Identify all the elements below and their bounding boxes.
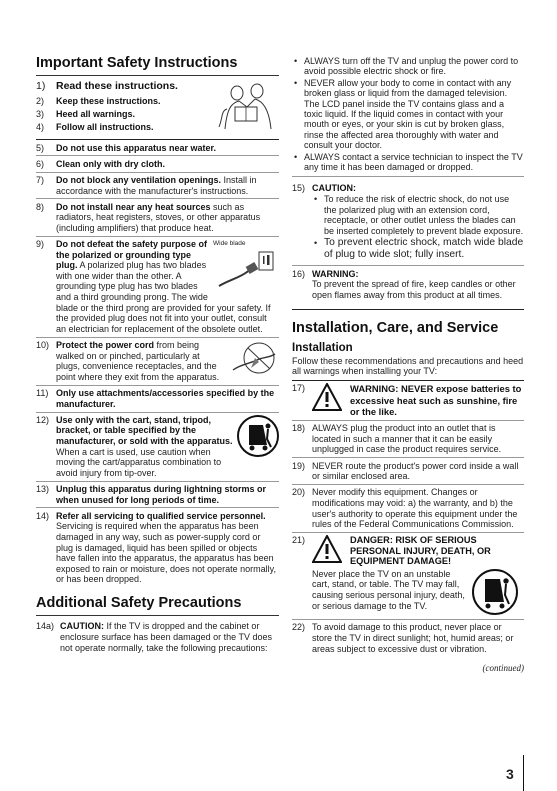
- list-item: 1) Read these instructions.: [36, 80, 178, 93]
- reading-people-illustration: [217, 81, 275, 131]
- right-column: [292, 55, 524, 673]
- page-number-rule: [523, 755, 524, 791]
- list-item: 15) CAUTION: • To reduce the risk of electric shock, do not use the polarized plug with an extension cord, receptacle, or other outlet unless the blades can be inserted completely to prevent blade exposure. • To prevent electric shock, match wide blade of plug to wide slot; fully insert.: [292, 180, 524, 266]
- list-item: • NEVER allow your body to come in contact with any broken glass or liquid from the damaged television. The LCD panel inside the TV contains glass and a toxic liquid. If the liquid comes in contact with your mouth or eyes, or your skin is cut by broken glass, rinse the affected area thoroughly with water and consult your doctor.: [294, 77, 512, 151]
- list-item: 14) Refer all servicing to qualified service personnel. Servicing is required when the apparatus has been damaged in any way, such as power-supply cord or plug is damaged, liquid has been spilled or objects have fallen into the apparatus, the apparatus has been exposed to rain or moisture, does not operate normally, or has been dropped.: [36, 510, 276, 585]
- list-item: 14a) CAUTION: If the TV is dropped and the cabinet or enclosure surface has been damaged or the TV does not operate normally, take the following precautions:: [36, 621, 272, 653]
- list-item: 4) Follow all instructions.: [36, 121, 154, 132]
- left-column: [36, 55, 279, 656]
- list-item: 8) Do not install near any heat sources such as radiators, heat registers, stoves, or other apparatus (including amplifiers) that produce heat.: [36, 199, 279, 236]
- items-1-4: [36, 79, 279, 133]
- list-item: 22) To avoid damage to this product, never place or store the TV in direct sunlight; hot, humid areas; or areas subject to excessive dust or vibration.: [292, 622, 514, 654]
- list-item: 9) Wide blade Do not defeat the safety purpose of the polarized or grounding type plug. A polarized plug has two blades with one wider than the other. A grounding type plug has two blades and a third grounding prong. The wide blade or the third prong are provided for your safety. If the provided plug does not fit into your outlet, consult an electrician for replacement of the obsolete outlet.: [36, 237, 279, 338]
- list-item: 18) ALWAYS plug the product into an outlet that is located in such a manner that it can be easily unplugged in case the product requires service.: [292, 421, 524, 458]
- list-item: 13) Unplug this apparatus during lightning storms or when unused for long periods of time.: [36, 482, 279, 509]
- continued-label: (continued): [482, 662, 524, 673]
- cart-tip-over-icon: [237, 415, 279, 457]
- cart-tip-over-icon: [472, 569, 518, 615]
- list-item: 6) Clean only with dry cloth.: [36, 156, 279, 172]
- warning-triangle-icon: [312, 383, 342, 411]
- section-title-important: Important Safety Instructions: [36, 55, 279, 76]
- polarized-plug-figure: Wide blade: [213, 239, 279, 292]
- section-title-installation-care: Installation, Care, and Service: [292, 319, 499, 336]
- list-item: 7) Do not block any ventilation openings. Install in accordance with the manufacturer's instructions.: [36, 173, 279, 200]
- danger-triangle-icon: [312, 535, 342, 563]
- items-5-14: [36, 139, 279, 587]
- list-item: 5) Do not use this apparatus near water.: [36, 140, 279, 156]
- list-item: 11) Only use attachments/accessories specified by the manufacturer.: [36, 386, 279, 413]
- list-item: • To reduce the risk of electric shock, do not use the polarized plug with an extension cord, receptacle, or other outlet unless the blades can be inserted completely to prevent blade exposure.: [314, 194, 524, 236]
- section-title-additional: Additional Safety Precautions: [36, 595, 279, 616]
- cord-protection-icon: [229, 340, 279, 378]
- list-item: 21) DANGER: RISK OF SERIOUS PERSONAL INJURY, DEATH, OR EQUIPMENT DAMAGE! Never place the TV on an unstable cart, stand, or table. The TV may fall, causing serious personal injury, death, or serious damage to the TV.: [292, 533, 524, 620]
- list-item: 12) Use only with the cart, stand, tripod, bracket, or table specified by the manufacturer, or sold with the apparatus. When a cart is used, use caution when moving the cart/apparatus combination to avoid injury from tip-over.: [36, 413, 279, 482]
- list-item: • To prevent electric shock, match wide blade of plug to wide slot; fully insert.: [314, 236, 524, 261]
- subsection-title-installation: Installation: [292, 341, 353, 354]
- installation-intro: Follow these recommendations and precautions and heed all warnings when installing your TV:: [292, 355, 524, 377]
- list-item: 16) WARNING: To prevent the spread of fire, keep candles or other open flames away from this product at all times.: [292, 268, 516, 300]
- list-item: 10) Protect the power cord from being walked on or pinched, particularly at plugs, convenience receptacles, and the point where they exit from the apparatus.: [36, 338, 279, 386]
- list-item: • ALWAYS contact a service technician to inspect the TV any time it has been damaged or dropped.: [294, 151, 523, 173]
- page-number: 3: [506, 766, 514, 782]
- plug-icon: [213, 250, 279, 290]
- list-item: 17) WARNING: NEVER expose batteries to excessive heat such as sunshine, fire or the like.: [292, 381, 524, 421]
- list-item: 2) Keep these instructions.: [36, 95, 161, 106]
- list-item: 20) Never modify this equipment. Changes or modifications may void: a) the warranty, and b) the user's authority to operate this equipment under the rules of the Federal Communications Commission.: [292, 485, 524, 533]
- list-item: 19) NEVER route the product's power cord inside a wall or similar enclosed area.: [292, 458, 524, 485]
- list-item: 3) Heed all warnings.: [36, 108, 136, 119]
- list-item: • ALWAYS turn off the TV and unplug the power cord to avoid possible electric shock or fire.: [294, 56, 519, 77]
- bullets-14a: [292, 56, 524, 177]
